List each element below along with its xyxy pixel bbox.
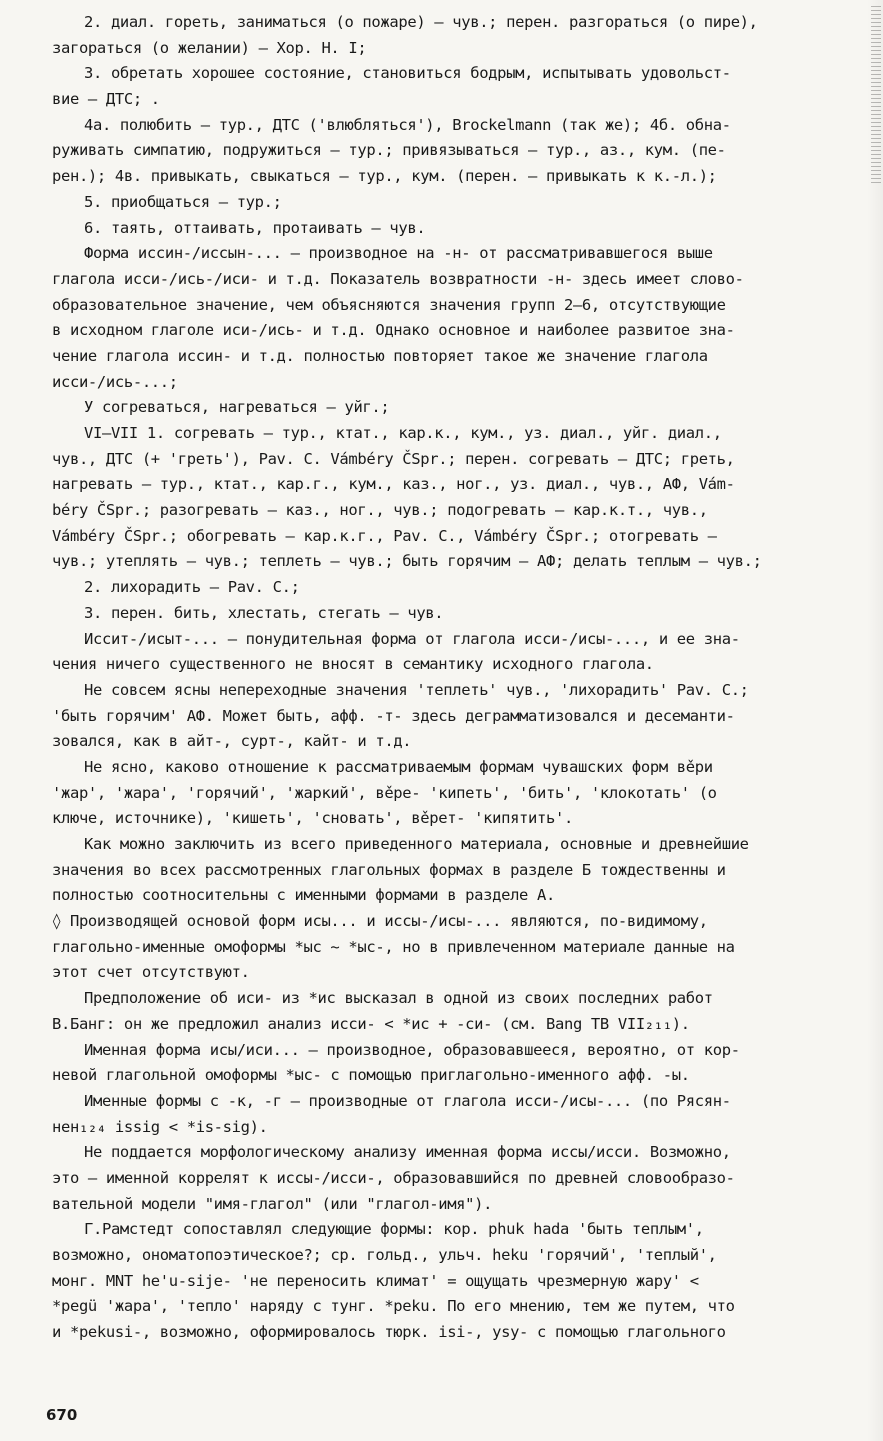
text-line: 'жар', 'жара', 'горячий', 'жаркий', вěре- 'кипеть', 'бить', 'клокотать' (о [52, 783, 717, 802]
text-line: рен.); 4в. привыкать, свыкаться – тур., кум. (перен. – привыкать к к.-л.); [52, 167, 717, 186]
text-line: исси-/ись-...; [52, 372, 178, 391]
text-line: 3. перен. бить, хлестать, стегать – чув. [84, 603, 444, 622]
text-line: чение глагола иссин- и т.д. полностью повторяет такое же значение глагола [52, 346, 708, 365]
text-line: ◊ Производящей основой форм исы... и иссы-/исы-... являются, по-видимому, [52, 912, 708, 931]
page-number: 670 [46, 1406, 78, 1424]
text-line: 2. диал. гореть, заниматься (о пожаре) – чув.; перен. разгораться (о пире), [84, 13, 758, 31]
text-line: нагревать – тур., ктат., кар.г., кум., каз., ног., уз. диал., чув., АФ, Vám- [52, 475, 735, 494]
text-line: значения во всех рассмотренных глагольных формах в разделе Б тождественны и [52, 860, 726, 879]
text-line: Не ясно, каково отношение к рассматриваемым формам чувашских форм вěри [84, 757, 713, 776]
text-line: чения ничего существенного не вносят в семантику исходного глагола. [52, 655, 654, 674]
text-line: возможно, ономатопоэтическое?; ср. гольд., ульч. heku 'горячий', 'теплый', [52, 1246, 717, 1264]
text-line: 'быть горячим' АФ. Может быть, афф. -т- здесь деграмматизовался и десеманти- [52, 706, 735, 725]
text-line: этот счет отсутствуют. [52, 963, 250, 982]
text-line: Г.Рамстедт сопоставлял следующие формы: кор. phuk hada 'быть теплым', [84, 1220, 704, 1239]
text-line: 4а. полюбить – тур., ДТС ('влюбляться'), Brockelmann (так же); 4б. обна- [84, 115, 731, 134]
scan-edge-dots [871, 6, 881, 186]
text-line: и *pekusi-, возможно, оформировалось тюрк. isi-, ysy- с помощью глагольного [52, 1323, 726, 1342]
text-line: 5. приобщаться – тур.; [84, 192, 282, 211]
text-line: чув., ДТС (+ 'греть'), Pav. C. Vámbéry ČSpr.; перен. согревать – ДТС; греть, [52, 449, 735, 468]
text-line: Именные формы с -к, -г – производные от глагола исси-/исы-... (по Рясян- [84, 1091, 731, 1110]
text-line: Не поддается морфологическому анализу именная форма иссы/исси. Возможно, [84, 1143, 731, 1162]
text-line: ключе, источнике), 'кишеть', 'сновать', вěрет- 'кипятить'. [52, 809, 573, 828]
text-line: Именная форма исы/иси... – производное, образовавшееся, вероятно, от кор- [84, 1040, 740, 1059]
text-line: Предположение об иси- из *ис высказал в одной из своих последних работ [84, 989, 713, 1008]
text-line: чув.; утеплять – чув.; теплеть – чув.; быть горячим – АФ; делать теплым – чув.; [52, 552, 762, 571]
text-line: образовательное значение, чем объясняются значения групп 2–6, отсутствующие [52, 295, 726, 314]
text-line: *pegü 'жара', 'тепло' наряду с тунг. *peku. По его мнению, тем же путем, что [52, 1297, 735, 1316]
text-line: невой глагольной омоформы *ыс- с помощью приглагольно-именного афф. -ы. [52, 1066, 690, 1085]
text-line: Не совсем ясны непереходные значения 'теплеть' чув., 'лихорадить' Pav. C.; [84, 680, 749, 699]
text-line: Иссит-/исыт-... – понудительная форма от глагола исси-/исы-..., и ее зна- [84, 629, 740, 648]
text-line: 3. обретать хорошее состояние, становиться бодрым, испытывать удовольст- [84, 64, 731, 83]
text-line: вие – ДТС; . [52, 90, 160, 109]
text-line: 6. таять, оттаивать, протаивать – чув. [84, 218, 426, 237]
text-line: это – именной коррелят к иссы-/исси-, образовавшийся по древней словообразо- [52, 1168, 735, 1187]
text-line: Как можно заключить из всего приведенного материала, основные и древнейшие [84, 835, 749, 853]
text-line: нен₁₂₄ issig < *is-sig). [52, 1117, 268, 1136]
text-line: вательной модели "имя-глагол" (или "глагол-имя"). [52, 1194, 493, 1213]
scan-edge-shadow [867, 0, 883, 1441]
text-line: В.Банг: он же предложил анализ исси- < *ис + -си- (см. Bang TB VII₂₁₁). [52, 1014, 690, 1033]
text-line: Форма иссин-/иссын-... – производное на -н- от рассматривавшегося выше [84, 244, 713, 263]
text-line: 2. лихорадить – Pav. C.; [84, 578, 300, 597]
text-line: глагольно-именные омоформы *ыс ~ *ыс-, но в привлеченном материале данные на [52, 937, 735, 956]
text-line: глагола исси-/ись-/иси- и т.д. Показатель возвратности -н- здесь имеет слово- [52, 269, 744, 288]
text-line: монг. MNT he'u-sije- 'не переносить климат' = ощущать чрезмерную жару' < [52, 1271, 699, 1290]
text-line: в исходном глаголе иси-/ись- и т.д. Однако основное и наиболее развитое зна- [52, 321, 735, 340]
document-body [52, 10, 864, 1346]
text-line: Vámbéry ČSpr.; обогревать – кар.к.г., Pav. C., Vámbéry ČSpr.; отогревать – [52, 526, 717, 545]
text-line: загораться (о желании) – Хор. Н. I; [52, 38, 367, 57]
text-line: полностью соотносительны с именными формами в разделе А. [52, 886, 555, 905]
text-line: У согреваться, нагреваться – уйг.; [84, 398, 390, 417]
text-line: béry ČSpr.; разогревать – каз., ног., чув.; подогревать – кар.к.т., чув., [52, 501, 708, 520]
text-line: руживать симпатию, подружиться – тур.; привязываться – тур., аз., кум. (пе- [52, 141, 726, 160]
text-line: зовался, как в айт-, сурт-, кайт- и т.д. [52, 732, 412, 751]
text-line: VI–VII 1. согревать – тур., ктат., кар.к., кум., уз. диал., уйг. диал., [84, 424, 722, 442]
